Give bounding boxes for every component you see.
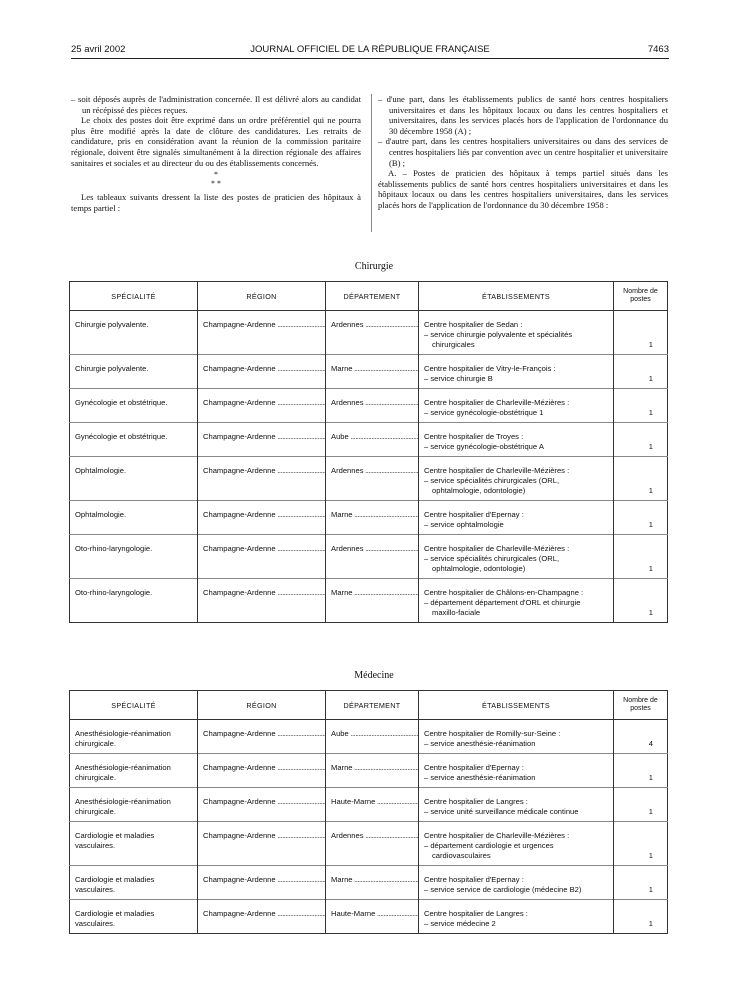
cell-specialite xyxy=(70,754,198,788)
table-row xyxy=(70,535,668,579)
cell-departement xyxy=(326,900,419,934)
departement-text: Aube ..... xyxy=(331,729,419,738)
etablissement-name: Centre hospitalier de Vitry-le-François : xyxy=(424,364,556,373)
departement-text: Marne ..... xyxy=(331,875,419,884)
cell-region xyxy=(198,866,326,900)
cell-etablissement xyxy=(419,355,614,389)
cell-nombre-postes xyxy=(614,535,668,579)
departement-text: Marne ..... xyxy=(331,510,419,519)
cell-etablissement xyxy=(419,900,614,934)
cell-specialite xyxy=(70,788,198,822)
service-name: – service unité surveillance médicale continue xyxy=(424,807,579,816)
etablissement-name: Centre hospitalier d'Epernay : xyxy=(424,763,524,772)
specialite-text: Gynécologie et obstétrique. xyxy=(75,432,168,441)
specialite-text: Cardiologie et maladies vasculaires. xyxy=(75,831,155,850)
section-separator xyxy=(71,170,361,188)
table-row xyxy=(70,355,668,389)
specialite-text: Oto-rhino-laryngologie. xyxy=(75,588,153,597)
cell-region xyxy=(198,501,326,535)
cell-etablissement xyxy=(419,720,614,754)
left-column xyxy=(71,94,361,213)
cell-nombre-postes xyxy=(614,754,668,788)
table-header-row xyxy=(70,282,668,311)
left-paragraph-3: Les tableaux suivants dressent la liste des postes de praticien des hôpitaux à temps partiel : xyxy=(71,192,361,213)
cell-nombre-postes xyxy=(614,579,668,623)
departement-text: Ardennes ..... xyxy=(331,831,419,840)
cell-region xyxy=(198,355,326,389)
left-paragraph-1: – soit déposés auprès de l'administration concernée. Il est délivré alors au candidat un récépissé des pièces reçues. xyxy=(71,94,361,115)
region-text: Champagne-Ardenne ..... xyxy=(203,432,326,441)
cell-departement xyxy=(326,535,419,579)
region-text: Champagne-Ardenne ..... xyxy=(203,466,326,475)
cell-etablissement xyxy=(419,535,614,579)
nombre-postes: 4 xyxy=(648,739,653,748)
region-text: Champagne-Ardenne ..... xyxy=(203,763,326,772)
region-text: Champagne-Ardenne ..... xyxy=(203,320,326,329)
departement-text: Ardennes ..... xyxy=(331,466,419,475)
nombre-postes: 1 xyxy=(648,486,653,495)
cell-etablissement xyxy=(419,788,614,822)
cell-departement xyxy=(326,501,419,535)
table-row xyxy=(70,311,668,355)
service-name: – service chirurgie polyvalente et spécialités chirurgicales xyxy=(424,330,573,349)
cell-departement xyxy=(326,457,419,501)
table-chirurgie xyxy=(69,281,668,623)
nombre-postes: 1 xyxy=(648,885,653,894)
cell-region xyxy=(198,900,326,934)
specialite-text: Anesthésiologie-réanimation chirurgicale. xyxy=(75,763,171,782)
nombre-postes: 1 xyxy=(648,851,653,860)
service-name: – service spécialités chirurgicales (ORL, ophtalmologie, odontologie) xyxy=(424,554,560,573)
etablissement-name: Centre hospitalier de Charleville-Mézières : xyxy=(424,831,570,840)
cell-departement xyxy=(326,389,419,423)
cell-nombre-postes xyxy=(614,501,668,535)
service-name: – service spécialités chirurgicales (ORL, ophtalmologie, odontologie) xyxy=(424,476,560,495)
cell-etablissement xyxy=(419,457,614,501)
cell-region xyxy=(198,822,326,866)
left-paragraph-2: Le choix des postes doit être exprimé dans un ordre préférentiel qui ne pourra plus être modifié après la date de clôture des candidatures. Les retraits de candidature, pris en considération avant la réunion de la commission paritaire régionale, doivent être signalés simultanément à la direction régionale des affaires sanitaires et sociales et au directeur du ou des établissements concernés. xyxy=(71,115,361,168)
cell-departement xyxy=(326,822,419,866)
nombre-postes: 1 xyxy=(648,919,653,928)
cell-departement xyxy=(326,720,419,754)
cell-departement xyxy=(326,311,419,355)
service-name: – service ophtalmologie xyxy=(424,520,504,529)
departement-text: Marne ..... xyxy=(331,588,419,597)
departement-text: Ardennes ..... xyxy=(331,544,419,553)
cell-nombre-postes xyxy=(614,423,668,457)
cell-departement xyxy=(326,579,419,623)
cell-region xyxy=(198,788,326,822)
table-row xyxy=(70,423,668,457)
etablissement-name: Centre hospitalier de Langres : xyxy=(424,909,528,918)
cell-etablissement xyxy=(419,866,614,900)
cell-departement xyxy=(326,788,419,822)
specialite-text: Gynécologie et obstétrique. xyxy=(75,398,168,407)
region-text: Champagne-Ardenne ..... xyxy=(203,797,326,806)
service-name: – service médecine 2 xyxy=(424,919,496,928)
cell-nombre-postes xyxy=(614,866,668,900)
region-text: Champagne-Ardenne ..... xyxy=(203,364,326,373)
col-header-departement: DÉPARTEMENT xyxy=(326,282,419,311)
cell-region xyxy=(198,389,326,423)
right-paragraph-1: – d'une part, dans les établissements publics de santé hors centres hospitaliers universitaires et dans les hôpitaux locaux ou dans les centres hospitaliers et universitaires, dans les services placés hors de l'application de l'ordonnance du 30 décembre 1958 (A) ; xyxy=(378,94,668,136)
service-name: – service service de cardiologie (médecine B2) xyxy=(424,885,582,894)
service-name: – service gynécologie-obstétrique 1 xyxy=(424,408,544,417)
cell-nombre-postes xyxy=(614,900,668,934)
section-title-medecine: Médecine xyxy=(354,670,394,681)
col-header-etablissements: ÉTABLISSEMENTS xyxy=(419,691,614,720)
cell-specialite xyxy=(70,501,198,535)
specialite-text: Chirurgie polyvalente. xyxy=(75,320,149,329)
departement-text: Aube ..... xyxy=(331,432,419,441)
nombre-postes: 1 xyxy=(648,442,653,451)
cell-departement xyxy=(326,866,419,900)
cell-region xyxy=(198,754,326,788)
cell-specialite xyxy=(70,423,198,457)
departement-text: Ardennes ..... xyxy=(331,320,419,329)
page-number: 7463 xyxy=(647,44,669,55)
col-header-specialite: SPÉCIALITÉ xyxy=(70,691,198,720)
etablissement-name: Centre hospitalier d'Epernay : xyxy=(424,875,524,884)
cell-specialite xyxy=(70,866,198,900)
nombre-postes: 1 xyxy=(648,340,653,349)
cell-nombre-postes xyxy=(614,720,668,754)
cell-specialite xyxy=(70,311,198,355)
nombre-postes: 1 xyxy=(648,807,653,816)
cell-nombre-postes xyxy=(614,822,668,866)
departement-text: Marne ..... xyxy=(331,364,419,373)
service-name: – service anesthésie-réanimation xyxy=(424,739,536,748)
cell-nombre-postes xyxy=(614,355,668,389)
departement-text: Ardennes ..... xyxy=(331,398,419,407)
cell-region xyxy=(198,457,326,501)
departement-text: Marne ..... xyxy=(331,763,419,772)
cell-specialite xyxy=(70,900,198,934)
cell-etablissement xyxy=(419,389,614,423)
cell-specialite xyxy=(70,389,198,423)
cell-departement xyxy=(326,754,419,788)
cell-nombre-postes xyxy=(614,311,668,355)
etablissement-name: Centre hospitalier de Charleville-Mézières : xyxy=(424,466,570,475)
column-divider xyxy=(371,94,372,232)
right-paragraph-2: – d'autre part, dans les centres hospitaliers universitaires ou dans des services de centres hospitaliers liés par convention avec un centre hospitalier et universitaire (B) ; xyxy=(378,136,668,168)
etablissement-name: Centre hospitalier de Troyes : xyxy=(424,432,524,441)
etablissement-name: Centre hospitalier d'Epernay : xyxy=(424,510,524,519)
specialite-text: Cardiologie et maladies vasculaires. xyxy=(75,875,155,894)
cell-etablissement xyxy=(419,311,614,355)
etablissement-name: Centre hospitalier de Châlons-en-Champagne : xyxy=(424,588,584,597)
etablissement-name: Centre hospitalier de Romilly-sur-Seine : xyxy=(424,729,561,738)
nombre-postes: 1 xyxy=(648,564,653,573)
cell-nombre-postes xyxy=(614,457,668,501)
table-row xyxy=(70,501,668,535)
table-row xyxy=(70,754,668,788)
col-header-region: RÉGION xyxy=(198,282,326,311)
cell-etablissement xyxy=(419,822,614,866)
service-name: – département cardiologie et urgences cardiovasculaires xyxy=(424,841,554,860)
cell-specialite xyxy=(70,579,198,623)
cell-etablissement xyxy=(419,423,614,457)
cell-region xyxy=(198,423,326,457)
table-header-row xyxy=(70,691,668,720)
departement-text: Haute-Marne ..... xyxy=(331,909,419,918)
region-text: Champagne-Ardenne ..... xyxy=(203,909,326,918)
table-row xyxy=(70,822,668,866)
col-header-departement: DÉPARTEMENT xyxy=(326,691,419,720)
cell-specialite xyxy=(70,355,198,389)
service-name: – service chirurgie B xyxy=(424,374,493,383)
col-header-specialite: SPÉCIALITÉ xyxy=(70,282,198,311)
page-header xyxy=(71,44,669,58)
journal-title: JOURNAL OFFICIEL DE LA RÉPUBLIQUE FRANÇAISE xyxy=(250,44,490,55)
cell-specialite xyxy=(70,535,198,579)
cell-specialite xyxy=(70,822,198,866)
col-header-nombre: Nombre de postes xyxy=(614,282,668,311)
cell-specialite xyxy=(70,457,198,501)
specialite-text: Ophtalmologie. xyxy=(75,466,127,475)
region-text: Champagne-Ardenne ..... xyxy=(203,875,326,884)
cell-departement xyxy=(326,355,419,389)
nombre-postes: 1 xyxy=(648,608,653,617)
col-header-region: RÉGION xyxy=(198,691,326,720)
cell-etablissement xyxy=(419,754,614,788)
right-column xyxy=(378,94,668,211)
region-text: Champagne-Ardenne ..... xyxy=(203,510,326,519)
region-text: Champagne-Ardenne ..... xyxy=(203,729,326,738)
service-name: – service gynécologie-obstétrique A xyxy=(424,442,544,451)
region-text: Champagne-Ardenne ..... xyxy=(203,544,326,553)
cell-etablissement xyxy=(419,579,614,623)
table-medecine xyxy=(69,690,668,934)
nombre-postes: 1 xyxy=(648,773,653,782)
etablissement-name: Centre hospitalier de Charleville-Mézières : xyxy=(424,544,570,553)
cell-region xyxy=(198,579,326,623)
table-row xyxy=(70,788,668,822)
cell-etablissement xyxy=(419,501,614,535)
specialite-text: Cardiologie et maladies vasculaires. xyxy=(75,909,155,928)
header-date: 25 avril 2002 xyxy=(71,44,126,55)
col-header-nombre: Nombre de postes xyxy=(614,691,668,720)
nombre-postes: 1 xyxy=(648,408,653,417)
etablissement-name: Centre hospitalier de Langres : xyxy=(424,797,528,806)
cell-region xyxy=(198,535,326,579)
section-title-chirurgie: Chirurgie xyxy=(354,261,394,272)
table-row xyxy=(70,900,668,934)
cell-region xyxy=(198,311,326,355)
specialite-text: Oto-rhino-laryngologie. xyxy=(75,544,153,553)
etablissement-name: Centre hospitalier de Sedan : xyxy=(424,320,523,329)
service-name: – service anesthésie-réanimation xyxy=(424,773,536,782)
cell-nombre-postes xyxy=(614,788,668,822)
specialite-text: Chirurgie polyvalente. xyxy=(75,364,149,373)
nombre-postes: 1 xyxy=(648,520,653,529)
table-row xyxy=(70,866,668,900)
star-bottom: * * xyxy=(211,179,221,189)
departement-text: Haute-Marne ..... xyxy=(331,797,419,806)
region-text: Champagne-Ardenne ..... xyxy=(203,588,326,597)
star-top: * xyxy=(214,170,218,180)
table-row xyxy=(70,457,668,501)
col-header-etablissements: ÉTABLISSEMENTS xyxy=(419,282,614,311)
specialite-text: Ophtalmologie. xyxy=(75,510,127,519)
specialite-text: Anesthésiologie-réanimation chirurgicale. xyxy=(75,797,171,816)
region-text: Champagne-Ardenne ..... xyxy=(203,831,326,840)
cell-specialite xyxy=(70,720,198,754)
cell-nombre-postes xyxy=(614,389,668,423)
cell-region xyxy=(198,720,326,754)
region-text: Champagne-Ardenne ..... xyxy=(203,398,326,407)
cell-departement xyxy=(326,423,419,457)
right-paragraph-3: A. – Postes de praticien des hôpitaux à temps partiel situés dans les établissements publics de santé hors centres hospitaliers universitaires et dans les hôpitaux locaux ou dans les centres hospitaliers universitaires, dans les services placés hors de l'application de l'ordonnance du 30 décembre 1958 : xyxy=(378,168,668,210)
service-name: – département département d'ORL et chirurgie maxillo-faciale xyxy=(424,598,581,617)
nombre-postes: 1 xyxy=(648,374,653,383)
table-row xyxy=(70,579,668,623)
etablissement-name: Centre hospitalier de Charleville-Mézières : xyxy=(424,398,570,407)
specialite-text: Anesthésiologie-réanimation chirurgicale. xyxy=(75,729,171,748)
table-row xyxy=(70,389,668,423)
header-rule xyxy=(71,58,669,59)
table-row xyxy=(70,720,668,754)
